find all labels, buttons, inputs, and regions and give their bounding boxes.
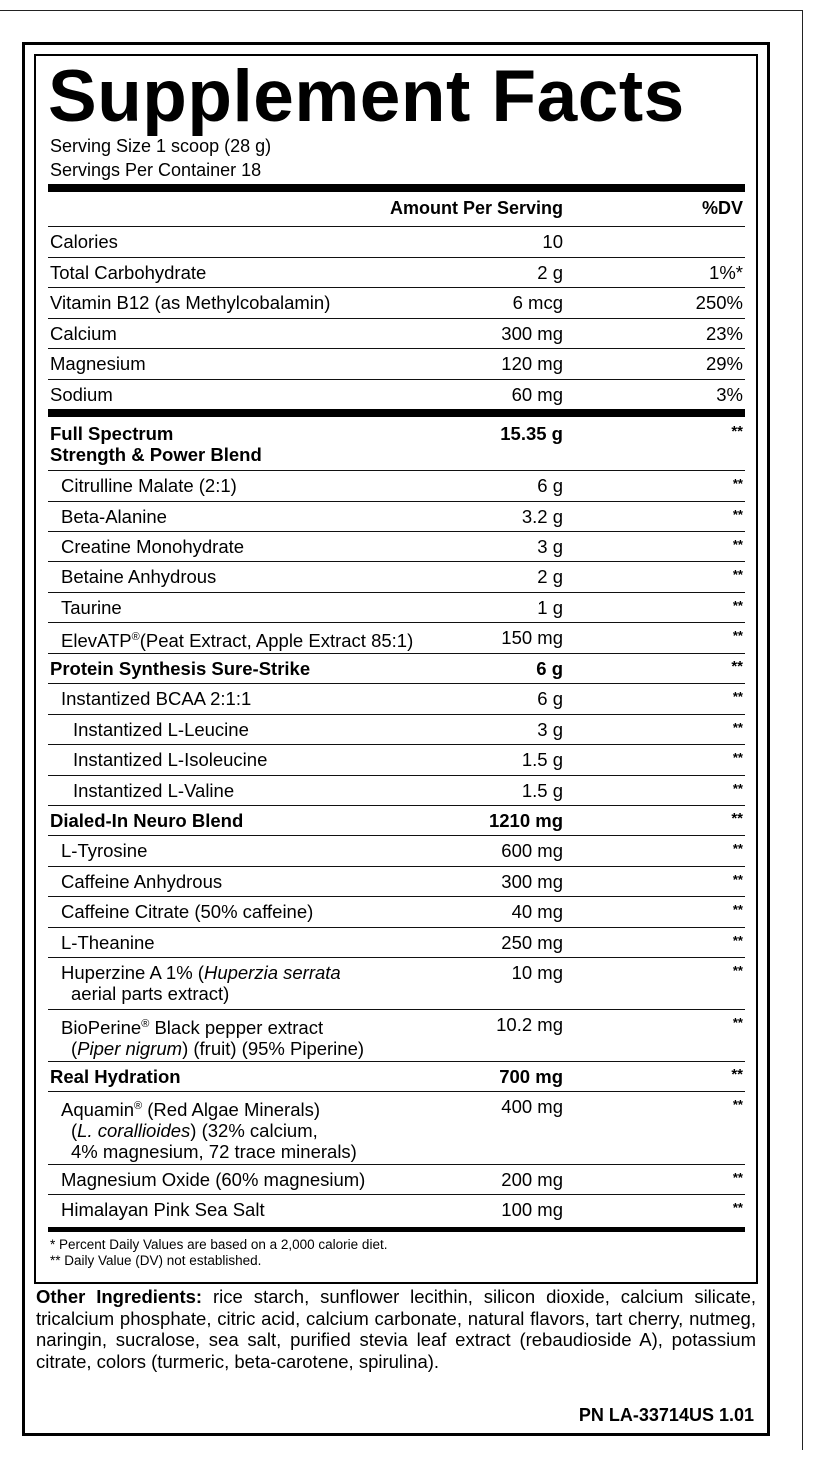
- blend-amount: 15.35 g: [500, 423, 563, 444]
- row-creatine-monohydrate: [48, 531, 745, 561]
- blend-name-line2: Strength & Power Blend: [50, 444, 262, 465]
- row-instantized-bcaa: [48, 683, 745, 714]
- facts-title: Supplement Facts: [48, 56, 685, 137]
- nutrient-amount: 60 mg: [511, 384, 563, 405]
- ingredient-amount: 2 g: [537, 566, 563, 587]
- nutrient-name: Sodium: [50, 384, 113, 405]
- ingredient-dv: **: [732, 750, 743, 765]
- nutrient-amount: 2 g: [537, 262, 563, 283]
- other-ingredients: [36, 1286, 756, 1372]
- nutrient-name: Magnesium: [50, 353, 146, 374]
- other-ingredients-label: Other Ingredients:: [36, 1286, 203, 1307]
- row-beta-alanine: [48, 501, 745, 531]
- blend-dv: **: [731, 1066, 743, 1083]
- row-elevatp: [48, 622, 745, 653]
- blend-amount: 1210 mg: [488, 810, 563, 831]
- row-caffeine-citrate: [48, 896, 745, 927]
- row-l-theanine: [48, 927, 745, 957]
- ingredient-name: L-Tyrosine: [61, 840, 148, 861]
- ingredient-amount: 400 mg: [501, 1096, 563, 1117]
- ingredient-detail-rest: ) (32% calcium,: [190, 1120, 318, 1142]
- blend-name: Protein Synthesis Sure-Strike: [50, 658, 311, 679]
- row-taurine: [48, 592, 745, 622]
- blend-name: [50, 423, 262, 465]
- row-calcium: [48, 318, 745, 348]
- registered-mark: ®: [134, 1100, 143, 1112]
- ingredient-name: [61, 627, 413, 651]
- paren-open: (: [71, 1038, 78, 1060]
- ingredient-dv: **: [732, 598, 743, 613]
- nutrient-name: Total Carbohydrate: [50, 262, 207, 283]
- ingredient-detail: (Red Algae Minerals): [142, 1099, 321, 1121]
- ingredient-amount: 3.2 g: [521, 506, 563, 527]
- ingredient-dv: **: [732, 689, 743, 704]
- nutrient-amount: 6 mcg: [512, 292, 563, 313]
- ingredient-name-line3: 4% magnesium, 72 trace minerals): [71, 1141, 357, 1163]
- other-ingredients-text: rice starch, sunflower lecithin, silicon dioxide, calcium silicate, tricalcium phosphate, citric acid, calcium carbonate, natural flavors, tart cherry, nutmeg, naringin, sucralose, sea salt, purified stevia leaf extract (rebaudioside A), potassium citrate, colors (turmeric, beta-carotene, spirulina).: [36, 1286, 757, 1372]
- ingredient-latin-name: L. corallioides: [77, 1120, 191, 1142]
- header-dv: %DV: [701, 198, 743, 218]
- ingredient-name: Instantized L-Isoleucine: [73, 749, 268, 770]
- ingredient-amount: 6 g: [537, 688, 563, 709]
- page-edge-right: [802, 10, 803, 1450]
- ingredient-dv: **: [732, 841, 743, 856]
- ingredient-name: [61, 1014, 364, 1059]
- ingredient-name: Caffeine Citrate (50% caffeine): [61, 901, 314, 922]
- ingredient-amount: 6 g: [537, 475, 563, 496]
- ingredient-amount: 100 mg: [501, 1199, 563, 1220]
- ingredient-dv: **: [732, 872, 743, 887]
- page-edge-top: [0, 10, 803, 11]
- registered-mark: ®: [131, 631, 140, 643]
- nutrient-dv: 23%: [705, 323, 743, 344]
- thick-rule-middle: [48, 409, 745, 417]
- nutrient-name: Calories: [50, 231, 118, 252]
- ingredient-dv: **: [732, 963, 743, 978]
- ingredient-brand: ElevATP: [61, 630, 132, 652]
- ingredient-name: L-Theanine: [61, 932, 155, 953]
- nutrient-name: Vitamin B12 (as Methylcobalamin): [50, 292, 331, 313]
- ingredient-amount: 150 mg: [501, 627, 563, 648]
- header-amount-per-serving: Amount Per Serving: [389, 198, 563, 218]
- row-himalayan-pink-sea-salt: [48, 1194, 745, 1225]
- ingredient-amount: 3 g: [537, 719, 563, 740]
- ingredient-name: [61, 1096, 357, 1162]
- row-l-leucine: [48, 714, 745, 744]
- ingredient-brand: BioPerine: [61, 1017, 142, 1039]
- row-betaine-anhydrous: [48, 561, 745, 592]
- ingredient-name: [61, 962, 341, 1004]
- ingredient-amount: 40 mg: [511, 901, 563, 922]
- ingredient-dv: **: [732, 476, 743, 491]
- ingredient-name: Instantized BCAA 2:1:1: [61, 688, 252, 709]
- ingredient-latin-name: Piper nigrum: [77, 1038, 183, 1060]
- ingredient-dv: **: [732, 1015, 743, 1030]
- nutrient-amount: 300 mg: [501, 323, 563, 344]
- ingredient-name: Creatine Monohydrate: [61, 536, 245, 557]
- ingredient-name: Magnesium Oxide (60% magnesium): [61, 1169, 366, 1190]
- ingredient-name: Instantized L-Leucine: [73, 719, 249, 740]
- thick-rule-top: [48, 184, 745, 192]
- blend-dv: **: [731, 810, 743, 827]
- servings-per-container: Servings Per Container 18: [50, 160, 262, 180]
- ingredient-name: Instantized L-Valine: [73, 780, 235, 801]
- ingredient-name-line2: [61, 1120, 357, 1141]
- ingredient-detail: (Peat Extract, Apple Extract 85:1): [139, 630, 414, 652]
- blend-dv: **: [731, 658, 743, 675]
- row-huperzine-a: [48, 957, 745, 1009]
- ingredient-dv: **: [732, 628, 743, 643]
- ingredient-amount: 1.5 g: [521, 749, 563, 770]
- row-sodium: [48, 379, 745, 409]
- ingredient-name: Beta-Alanine: [61, 506, 167, 527]
- row-real-hydration-blend: [48, 1061, 745, 1091]
- ingredient-dv: **: [732, 781, 743, 796]
- nutrient-dv: 29%: [705, 353, 743, 374]
- ingredient-amount: 10.2 mg: [496, 1014, 563, 1035]
- thick-rule-bottom: [48, 1227, 745, 1232]
- ingredient-name: Himalayan Pink Sea Salt: [61, 1199, 265, 1220]
- row-magnesium-oxide: [48, 1164, 745, 1194]
- nutrient-name: Calcium: [50, 323, 117, 344]
- row-citrulline-malate: [48, 470, 745, 501]
- ingredient-amount: 1.5 g: [521, 780, 563, 801]
- blend-amount: 700 mg: [499, 1066, 563, 1087]
- ingredient-dv: **: [732, 933, 743, 948]
- ingredient-name-line2: [61, 1038, 364, 1059]
- ingredient-dv: **: [732, 1170, 743, 1185]
- row-l-tyrosine: [48, 835, 745, 866]
- row-calories: [48, 226, 745, 257]
- row-caffeine-anhydrous: [48, 866, 745, 896]
- blend-name-line1: Full Spectrum: [50, 423, 174, 444]
- ingredient-latin-name: Huperzia serrata: [203, 962, 341, 983]
- ingredient-amount: 10 mg: [511, 962, 563, 983]
- ingredient-amount: 3 g: [537, 536, 563, 557]
- blend-name: Real Hydration: [50, 1066, 181, 1087]
- ingredient-amount: 300 mg: [501, 871, 563, 892]
- registered-mark: ®: [141, 1018, 150, 1030]
- row-protein-synthesis-blend: [48, 653, 745, 683]
- ingredient-amount: 250 mg: [501, 932, 563, 953]
- ingredient-name: Betaine Anhydrous: [61, 566, 217, 587]
- ingredient-dv: **: [732, 507, 743, 522]
- nutrient-amount: 10: [542, 231, 563, 252]
- ingredient-name: Caffeine Anhydrous: [61, 871, 223, 892]
- nutrient-amount: 120 mg: [501, 353, 563, 374]
- row-bioperine: [48, 1009, 745, 1061]
- row-total-carbohydrate: [48, 257, 745, 287]
- paren-open: (: [71, 1120, 78, 1142]
- row-full-spectrum-blend: [48, 419, 745, 470]
- footnote-percent-dv: * Percent Daily Values are based on a 2,000 calorie diet.: [50, 1237, 388, 1252]
- nutrient-dv: 1%*: [709, 262, 743, 283]
- serving-size: Serving Size 1 scoop (28 g): [50, 136, 272, 156]
- ingredient-dv: **: [732, 567, 743, 582]
- row-l-valine: [48, 775, 745, 805]
- ingredient-name: Taurine: [61, 597, 122, 618]
- row-dialed-in-neuro-blend: [48, 805, 745, 835]
- ingredient-brand: Aquamin: [61, 1099, 135, 1121]
- ingredient-dv: **: [732, 720, 743, 735]
- ingredient-detail-rest: ) (fruit) (95% Piperine): [182, 1038, 365, 1060]
- ingredient-name-part: Huperzine A 1% (: [61, 962, 204, 983]
- row-magnesium: [48, 348, 745, 379]
- ingredient-amount: 200 mg: [501, 1169, 563, 1190]
- blend-amount: 6 g: [536, 658, 563, 679]
- footnote-dv-not-established: ** Daily Value (DV) not established.: [50, 1253, 262, 1268]
- ingredient-dv: **: [732, 1200, 743, 1215]
- ingredient-name: Citrulline Malate (2:1): [61, 475, 237, 496]
- row-vitamin-b12: [48, 287, 745, 318]
- ingredient-dv: **: [732, 1097, 743, 1112]
- nutrient-dv: 3%: [716, 384, 743, 405]
- ingredient-name-line2: aerial parts extract): [71, 983, 230, 1004]
- row-aquamin: [48, 1091, 745, 1164]
- nutrient-dv: 250%: [695, 292, 743, 313]
- row-l-isoleucine: [48, 744, 745, 775]
- part-number: PN LA-33714US 1.01: [578, 1405, 754, 1425]
- blend-dv: **: [731, 423, 743, 440]
- ingredient-dv: **: [732, 902, 743, 917]
- ingredient-amount: 1 g: [537, 597, 563, 618]
- ingredient-amount: 600 mg: [501, 840, 563, 861]
- ingredient-detail: Black pepper extract: [149, 1017, 324, 1039]
- ingredient-dv: **: [732, 537, 743, 552]
- blend-name: Dialed-In Neuro Blend: [50, 810, 244, 831]
